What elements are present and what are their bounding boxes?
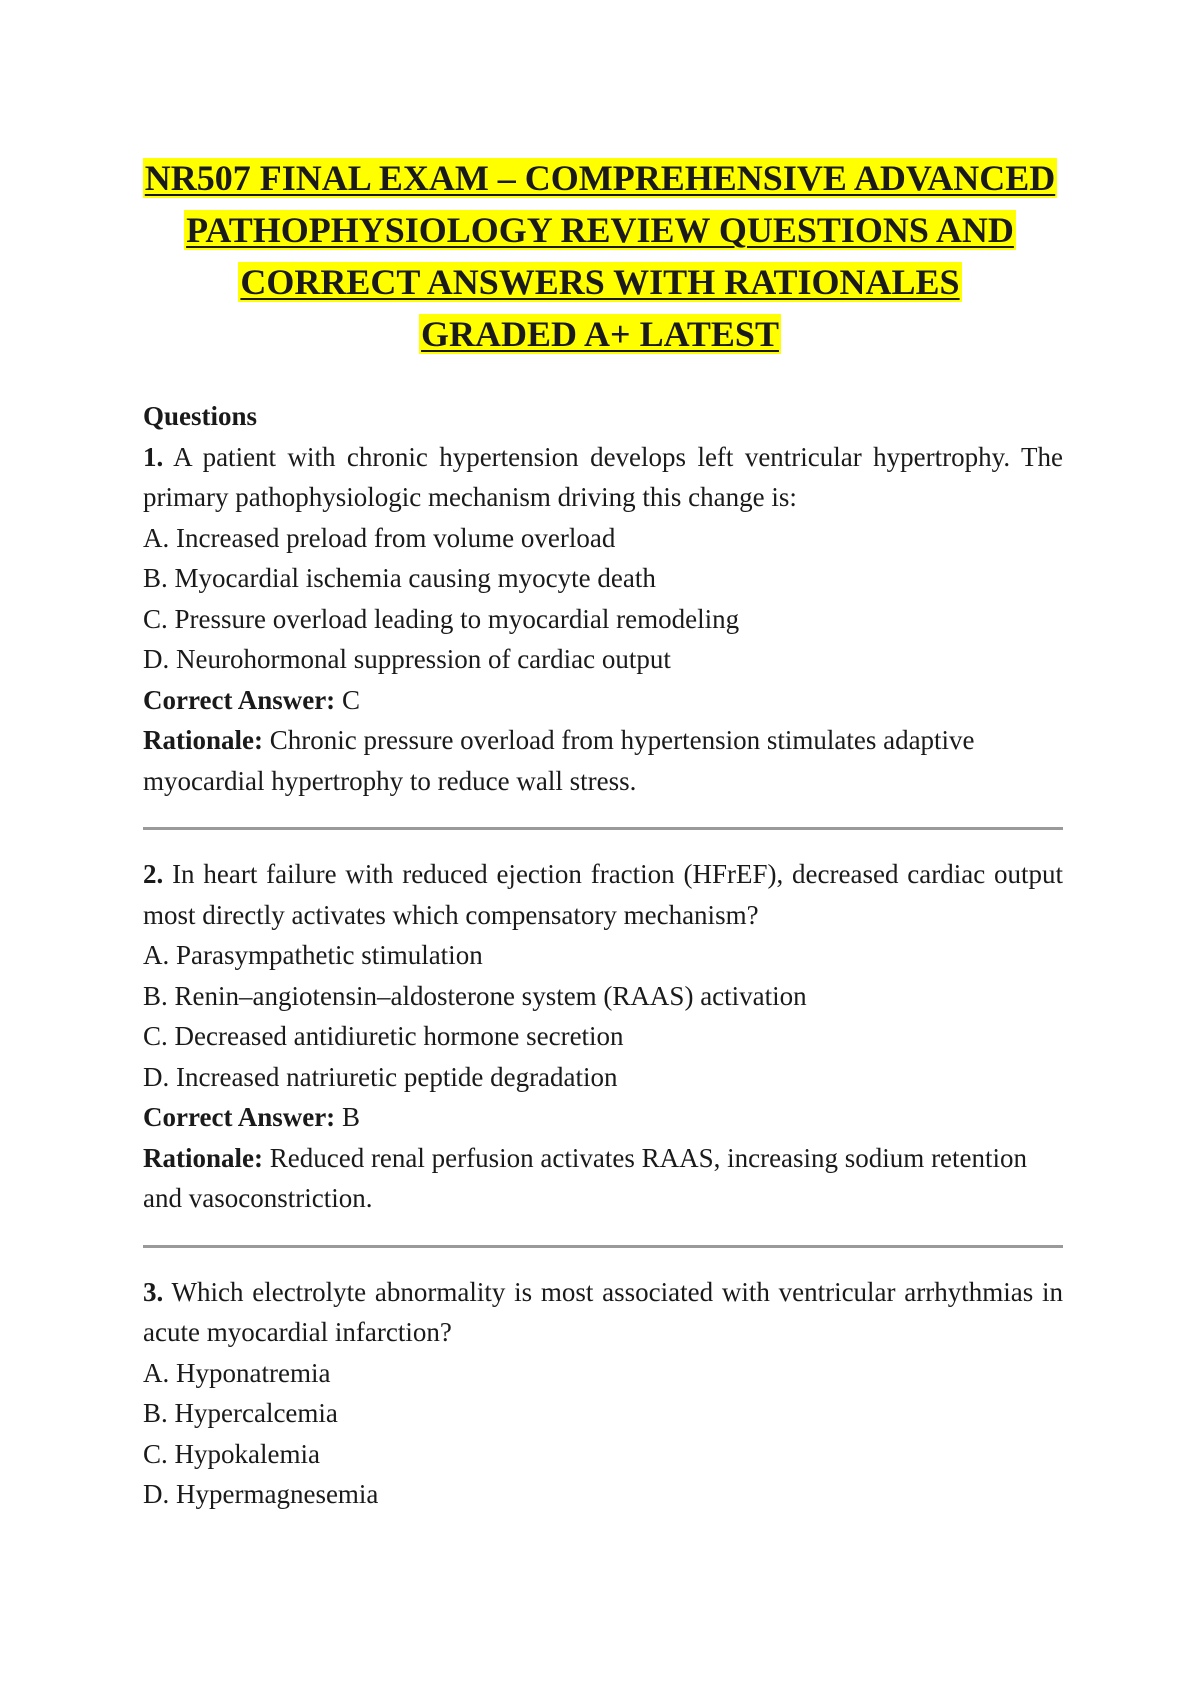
answer-option: C. Pressure overload leading to myocardial remodeling (143, 603, 740, 634)
title-line: PATHOPHYSIOLOGY REVIEW QUESTIONS AND (186, 210, 1014, 250)
title-line: NR507 FINAL EXAM – COMPREHENSIVE ADVANCED (144, 158, 1056, 198)
question-divider (143, 1245, 1063, 1248)
question-block (143, 1272, 1063, 1515)
question-stem: In heart failure with reduced ejection fraction (HFrEF), decreased cardiac output most directly activates which compensatory mechanism? (143, 859, 1063, 930)
question-stem: A patient with chronic hypertension develops left ventricular hypertrophy. The primary pathophysiologic mechanism driving this change is: (143, 441, 1064, 512)
question-block (143, 854, 1063, 1219)
rationale-text: Reduced renal perfusion activates RAAS, increasing sodium retention and vasoconstriction. (143, 1142, 1028, 1213)
rationale (143, 720, 1063, 801)
answer-option: A. Increased preload from volume overload (143, 522, 616, 553)
document-title (120, 152, 1080, 360)
rationale-text: Chronic pressure overload from hypertension stimulates adaptive myocardial hypertrophy to reduce wall stress. (143, 725, 975, 796)
question-text (143, 1272, 1063, 1353)
rationale (143, 1138, 1063, 1219)
answer-option: C. Decreased antidiuretic hormone secretion (143, 1021, 624, 1051)
title-line: GRADED A+ LATEST (421, 314, 779, 354)
question-text (143, 437, 1063, 518)
answer-option: A. Hyponatremia (143, 1357, 331, 1388)
answer-option: B. Myocardial ischemia causing myocyte death (143, 563, 656, 593)
answer-option: D. Increased natriuretic peptide degradation (143, 1061, 618, 1092)
questions-content (143, 396, 1063, 1515)
answer-option: B. Renin–angiotensin–aldosterone system (RAAS) activation (143, 980, 807, 1011)
question-stem: Which electrolyte abnormality is most associated with ventricular arrhythmias in acute myocardial infarction? (143, 1276, 1063, 1347)
question-text (143, 854, 1063, 935)
answer-option: D. Neurohormonal suppression of cardiac output (143, 644, 671, 674)
rationale-label: Rationale: (143, 725, 263, 755)
answer-option: A. Parasympathetic stimulation (143, 940, 483, 970)
correct-answer-value: B (341, 1102, 360, 1132)
question-divider (143, 827, 1063, 830)
correct-answer-label: Correct Answer: (143, 684, 336, 715)
question-number: 1. (143, 441, 164, 472)
correct-answer-label: Correct Answer: (143, 1102, 336, 1132)
rationale-label: Rationale: (143, 1142, 263, 1173)
question-block (143, 437, 1063, 802)
correct-answer-value: C (341, 684, 360, 715)
section-heading: Questions (143, 401, 258, 431)
answer-option: C. Hypokalemia (143, 1438, 320, 1469)
answer-option: D. Hypermagnesemia (143, 1479, 379, 1509)
question-number: 3. (143, 1276, 164, 1307)
question-number: 2. (143, 859, 164, 889)
answer-option: B. Hypercalcemia (143, 1398, 338, 1428)
correct-answer (143, 680, 1063, 721)
title-line: CORRECT ANSWERS WITH RATIONALES (240, 262, 960, 302)
correct-answer (143, 1097, 1063, 1138)
